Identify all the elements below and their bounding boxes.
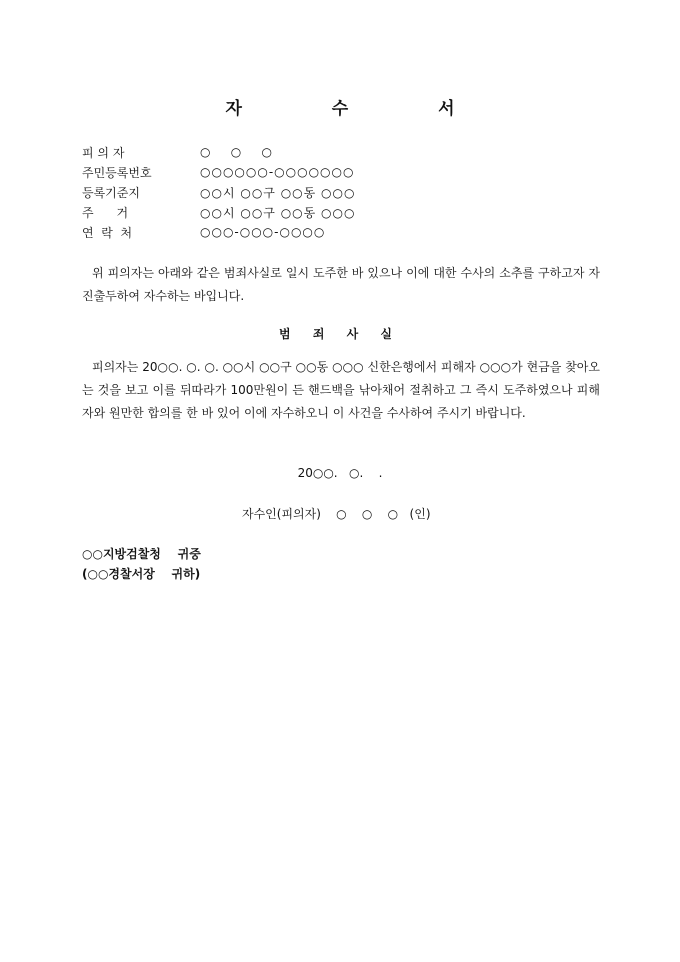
info-label: 피 의 자 — [82, 145, 125, 160]
section-title: 범 죄 사 실 — [279, 327, 401, 341]
info-row-residence — [82, 202, 355, 222]
info-label: 등록기준지 — [82, 185, 140, 200]
info-value: ○○시 ○○구 ○○동 ○○○ — [200, 205, 356, 220]
intro-paragraph: 위 피의자는 아래와 같은 범죄사실로 일시 도주한 바 있으나 이에 대한 수사의 소추를 구하고자 자진출두하여 자수하는 바입니다. — [82, 266, 600, 303]
info-row-resident-number — [82, 162, 355, 182]
signer-line: 자수인(피의자) ○ ○ ○ (인) — [242, 507, 431, 521]
info-row-registration-base — [82, 182, 355, 202]
document-title: 자 수 서 — [225, 99, 497, 119]
info-label: 주민등록번호 — [82, 165, 152, 180]
recipient-police: (○○경찰서장 귀하) — [82, 567, 201, 581]
recipient-prosecutor: ○○지방검찰청 귀중 — [82, 547, 201, 561]
info-value: ○○시 ○○구 ○○동 ○○○ — [200, 185, 356, 200]
info-label: 연 락 처 — [82, 225, 133, 240]
facts-paragraph: 피의자는 20○○. ○. ○. ○○시 ○○구 ○○동 ○○○ 신한은행에서 피해자 ○○○가 현금을 찾아오는 것을 보고 이를 뒤따라가 100만원이 든 핸드백을 낚아채어 절취하고 그 즉시 도주하였으나 피해자와 원만한 합의를 한 바 있어 이에 자수하오니 이 사건을 수사하여 주시기 바랍니다. — [82, 360, 600, 420]
info-value: ○○○○○○-○○○○○○○ — [200, 165, 355, 179]
document-date: 20○○. ○. . — [297, 466, 383, 480]
personal-info-block — [82, 142, 355, 242]
info-label: 주 거 — [82, 205, 129, 220]
info-value: ○○○-○○○-○○○○ — [200, 225, 326, 239]
info-row-suspect — [82, 142, 355, 162]
info-row-contact — [82, 222, 355, 242]
info-value: ○ ○ ○ — [200, 145, 273, 159]
